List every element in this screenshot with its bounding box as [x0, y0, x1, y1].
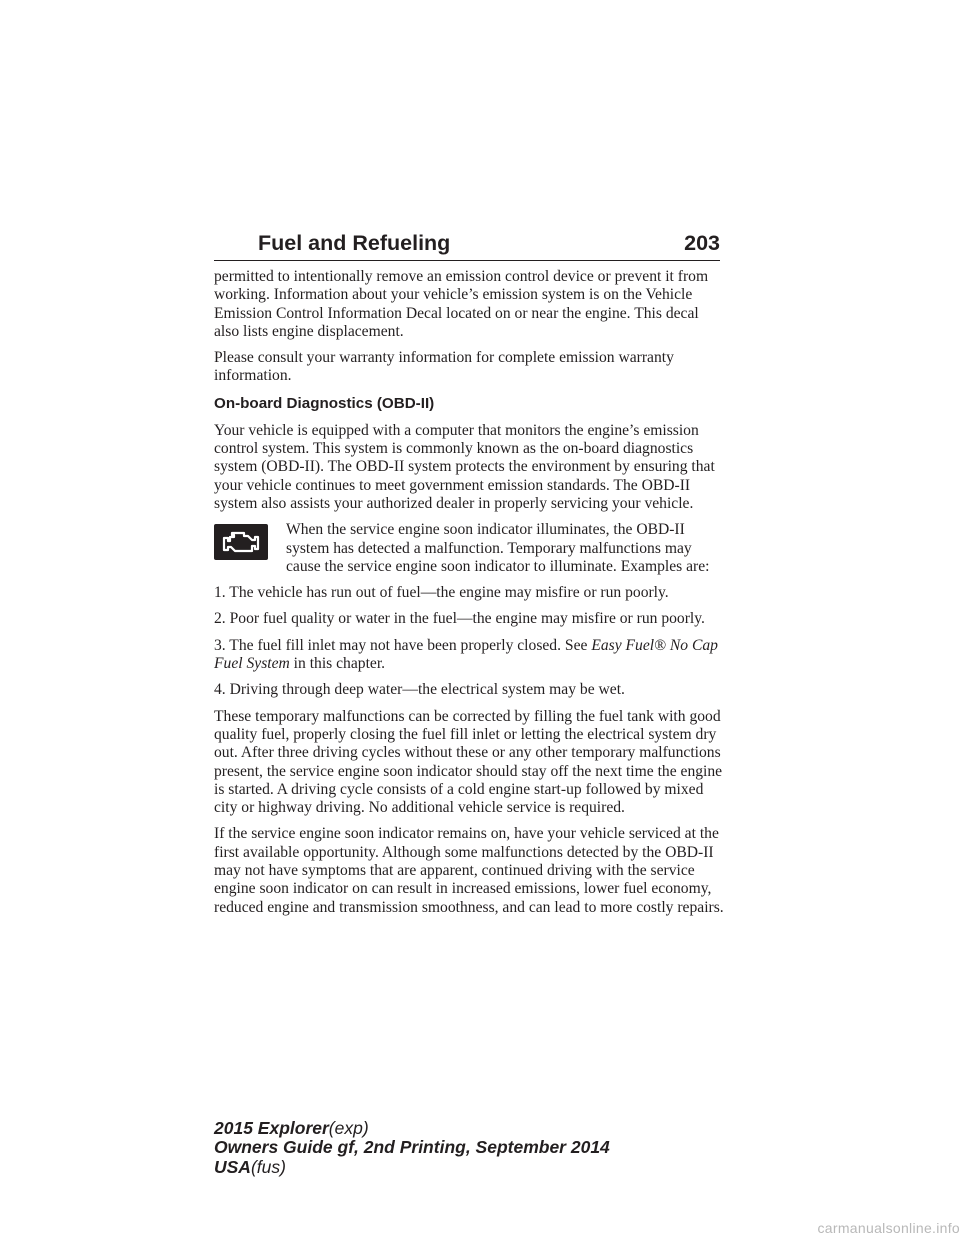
list-item: 4. Driving through deep water—the electrical system may be wet. [214, 681, 625, 699]
footer-line-printing: Owners Guide gf, 2nd Printing, September 2014 [214, 1137, 610, 1158]
footer-market-code: (fus) [250, 1156, 286, 1177]
list-item: 1. The vehicle has run out of fuel—the engine may misfire or run poorly. [214, 584, 669, 602]
cross-reference-link[interactable]: Easy Fuel® No Cap Fuel System [214, 636, 718, 673]
list-item-text: 3. The fuel fill inlet may not have been properly closed. See [214, 636, 592, 654]
paragraph-obd-intro: Your vehicle is equipped with a computer that monitors the engine’s emission control system. This system is commonly known as the on-board diagnostics system (OBD-II). The OBD-II system protects the environment by ensuring that your vehicle continues to meet government emission standards. The OBD-II system also assists your authorized dealer in properly servicing your vehicle. [214, 421, 715, 512]
page-footer [214, 1119, 610, 1177]
list-item [214, 637, 724, 674]
page-body [214, 268, 724, 925]
check-engine-icon [214, 524, 268, 560]
page-number: 203 [684, 231, 720, 255]
watermark: carmanualsonline.info [817, 1220, 960, 1236]
paragraph-correction: These temporary malfunctions can be corrected by filling the fuel tank with good quality fuel, properly closing the fuel fill inlet or letting the electrical system dry out. After three driving cycles without these or any other temporary malfunctions present, the service engine soon indicator should stay off the next time the engine is started. A driving cycle consists of a cold engine start-up followed by mixed city or highway driving. No additional vehicle service is required. [214, 707, 723, 817]
list-item: 2. Poor fuel quality or water in the fuel—the engine may misfire or run poorly. [214, 610, 705, 628]
paragraph-warranty: Please consult your warranty information for complete emission warranty information. [214, 349, 674, 385]
paragraph-emission-decal: permitted to intentionally remove an emission control device or prevent it from working. Information about your vehicle’s emission system is on the Vehicle Emission Control Information Decal located on or near the engine. This decal also lists engine displacement. [214, 268, 709, 340]
footer-model: 2015 Explorer [214, 1118, 329, 1138]
footer-line-model [214, 1119, 610, 1138]
header-divider [214, 260, 720, 261]
footer-line-market [214, 1158, 610, 1177]
footer-market: USA [214, 1156, 251, 1177]
footer-model-code: (exp) [328, 1118, 369, 1138]
section-title: Fuel and Refueling [258, 231, 451, 255]
indicator-block [214, 521, 724, 576]
obd-heading: On-board Diagnostics (OBD-II) [214, 394, 435, 412]
paragraph-indicator: When the service engine soon indicator illuminates, the OBD-II system has detected a malfunction. Temporary malfunctions may cause the service engine soon indicator to illuminate. Examples are: [286, 521, 710, 575]
list-item-text: in this chapter. [289, 655, 386, 673]
page-header [214, 229, 720, 261]
paragraph-service: If the service engine soon indicator remains on, have your vehicle serviced at the first available opportunity. Although some malfunctions detected by the OBD-II may not have symptoms that are apparent, continued driving with the service engine soon indicator on can result in increased emissions, lower fuel economy, reduced engine and transmission smoothness, and can lead to more costly repairs. [214, 825, 724, 916]
